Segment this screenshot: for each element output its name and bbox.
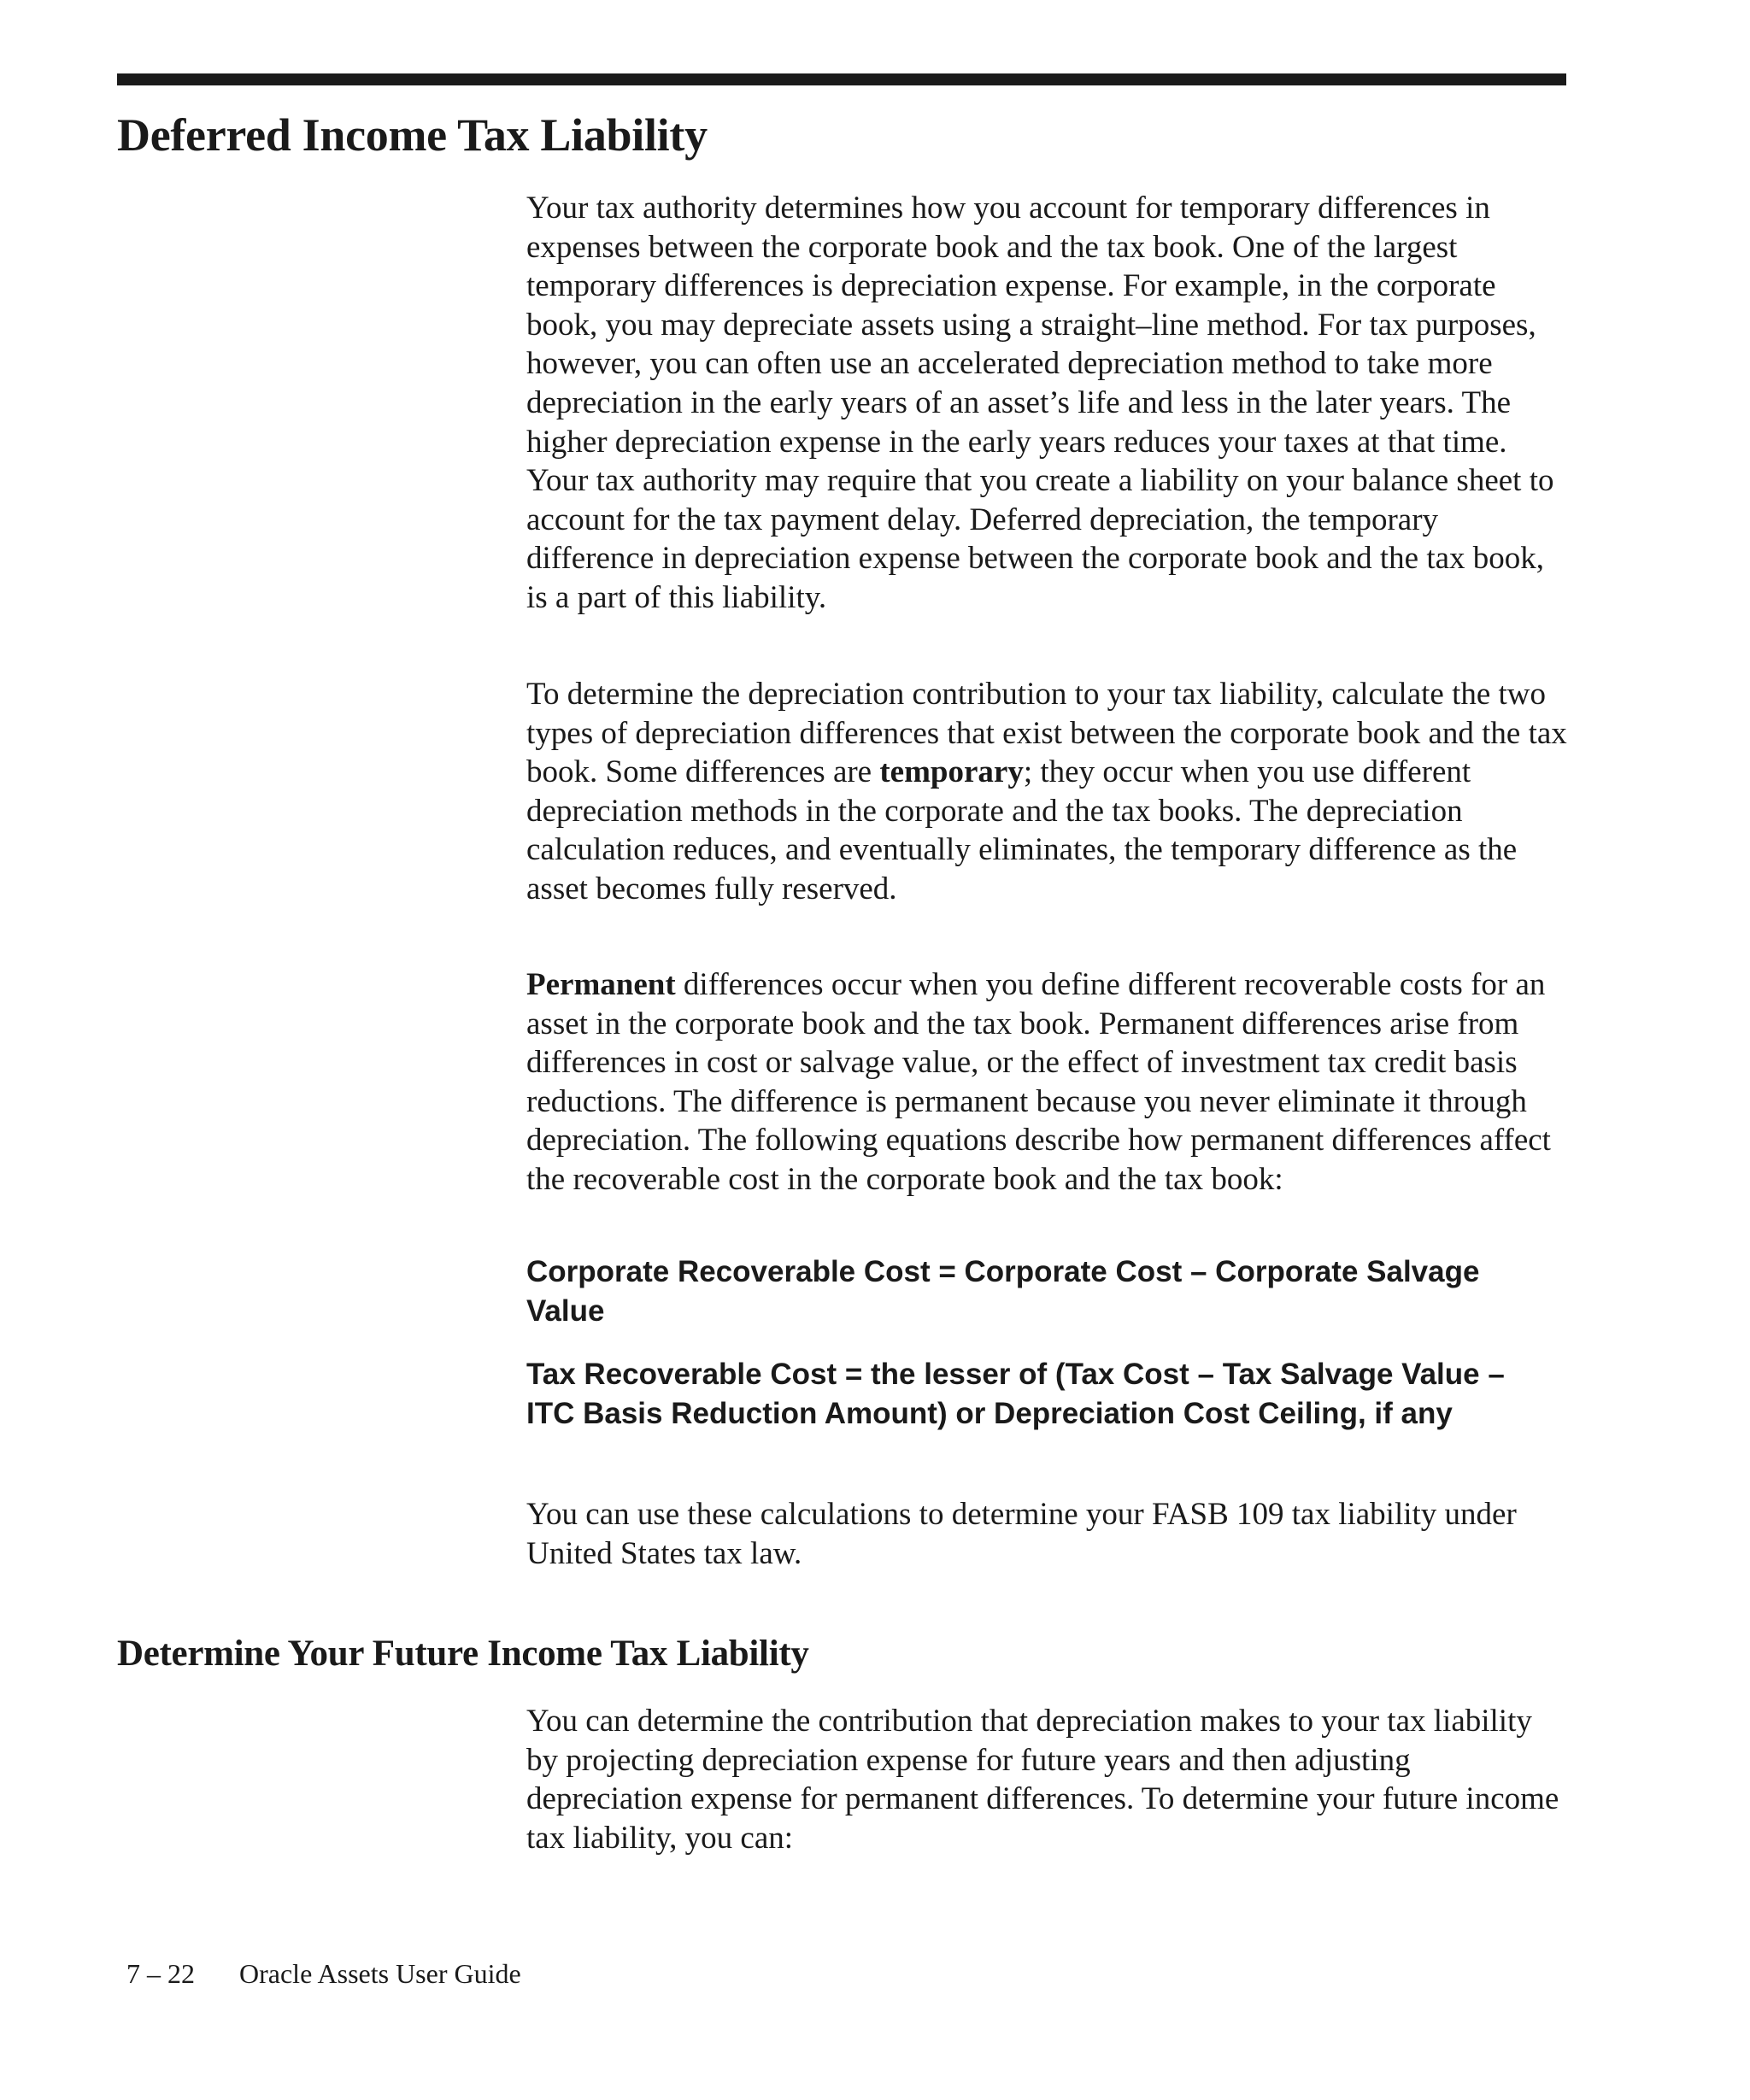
paragraph-temporary-differences: Your tax authority determines how you account for temporary differences in expenses between the corporate book and the tax book. One of the largest temporary differences is depreciation expense. For example, in the corporate book, you may depreciate assets using a straight–line method. For tax purposes, however, you can often use an accelerated depreciation method to take more depreciation in the early years of an asset’s life and less in the later years. The higher depreciation expense in the early years reduces your taxes at that time. Your tax authority may require that you create a liability on your balance sheet to account for the tax payment delay. Deferred depreciation, the temporary difference in depreciation expense between the corporate book and the tax book, is a part of this liability.: [526, 191, 1554, 615]
paragraph-text: To determine the depreciation contribution to your tax liability, calculate the two types of depreciation differences that exist between the corporate book and the tax book. Some differences are: [526, 677, 1567, 790]
paragraph-fasb-109: [526, 1495, 1569, 1573]
page-footer: [126, 1956, 521, 1991]
subsection-title: Determine Your Future Income Tax Liability: [117, 1634, 809, 1674]
section-intro-paragraph: [526, 189, 1569, 618]
top-rule: [117, 73, 1566, 85]
equation-corporate-recoverable-cost: Corporate Recoverable Cost = Corporate Cost – Corporate Salvage Value: [526, 1255, 1480, 1328]
paragraph-text: ; they occur when you use different depreciation methods in the corporate and the tax books. The depreciation calculation reduces, and eventually eliminates, the temporary difference as the asset becomes fully reserved.: [526, 754, 1518, 906]
term-temporary: temporary: [879, 754, 1024, 790]
paragraph-permanent-differences: [526, 965, 1569, 1200]
term-permanent: Permanent: [526, 967, 676, 1002]
paragraph-future-tax-liability: [526, 1702, 1569, 1857]
equation-tax-recoverable-cost: Tax Recoverable Cost = the lesser of (Tax Cost – Tax Salvage Value – ITC Basis Reduction Amount) or Depreciation Cost Ceiling, if any: [526, 1358, 1505, 1430]
section-title: Deferred Income Tax Liability: [117, 109, 708, 161]
paragraph-text: You can use these calculations to determine your FASB 109 tax liability under United States tax law.: [526, 1497, 1517, 1571]
page-number: 7 – 22: [126, 1958, 195, 1989]
paragraph-text: differences occur when you define different recoverable costs for an asset in the corporate book and the tax book. Permanent differences arise from differences in cost or salvage value, or the effect of investment tax credit basis reductions. The difference is permanent because you never eliminate it through depreciation. The following equations describe how permanent differences affect the recoverable cost in the corporate book and the tax book:: [526, 967, 1551, 1197]
paragraph-text: You can determine the contribution that depreciation makes to your tax liability by projecting depreciation expense for future years and then adjusting depreciation expense for permanent differences. To determine your future income tax liability, you can:: [526, 1704, 1559, 1856]
paragraph-depreciation-differences: [526, 675, 1569, 909]
book-title: Oracle Assets User Guide: [239, 1958, 521, 1989]
